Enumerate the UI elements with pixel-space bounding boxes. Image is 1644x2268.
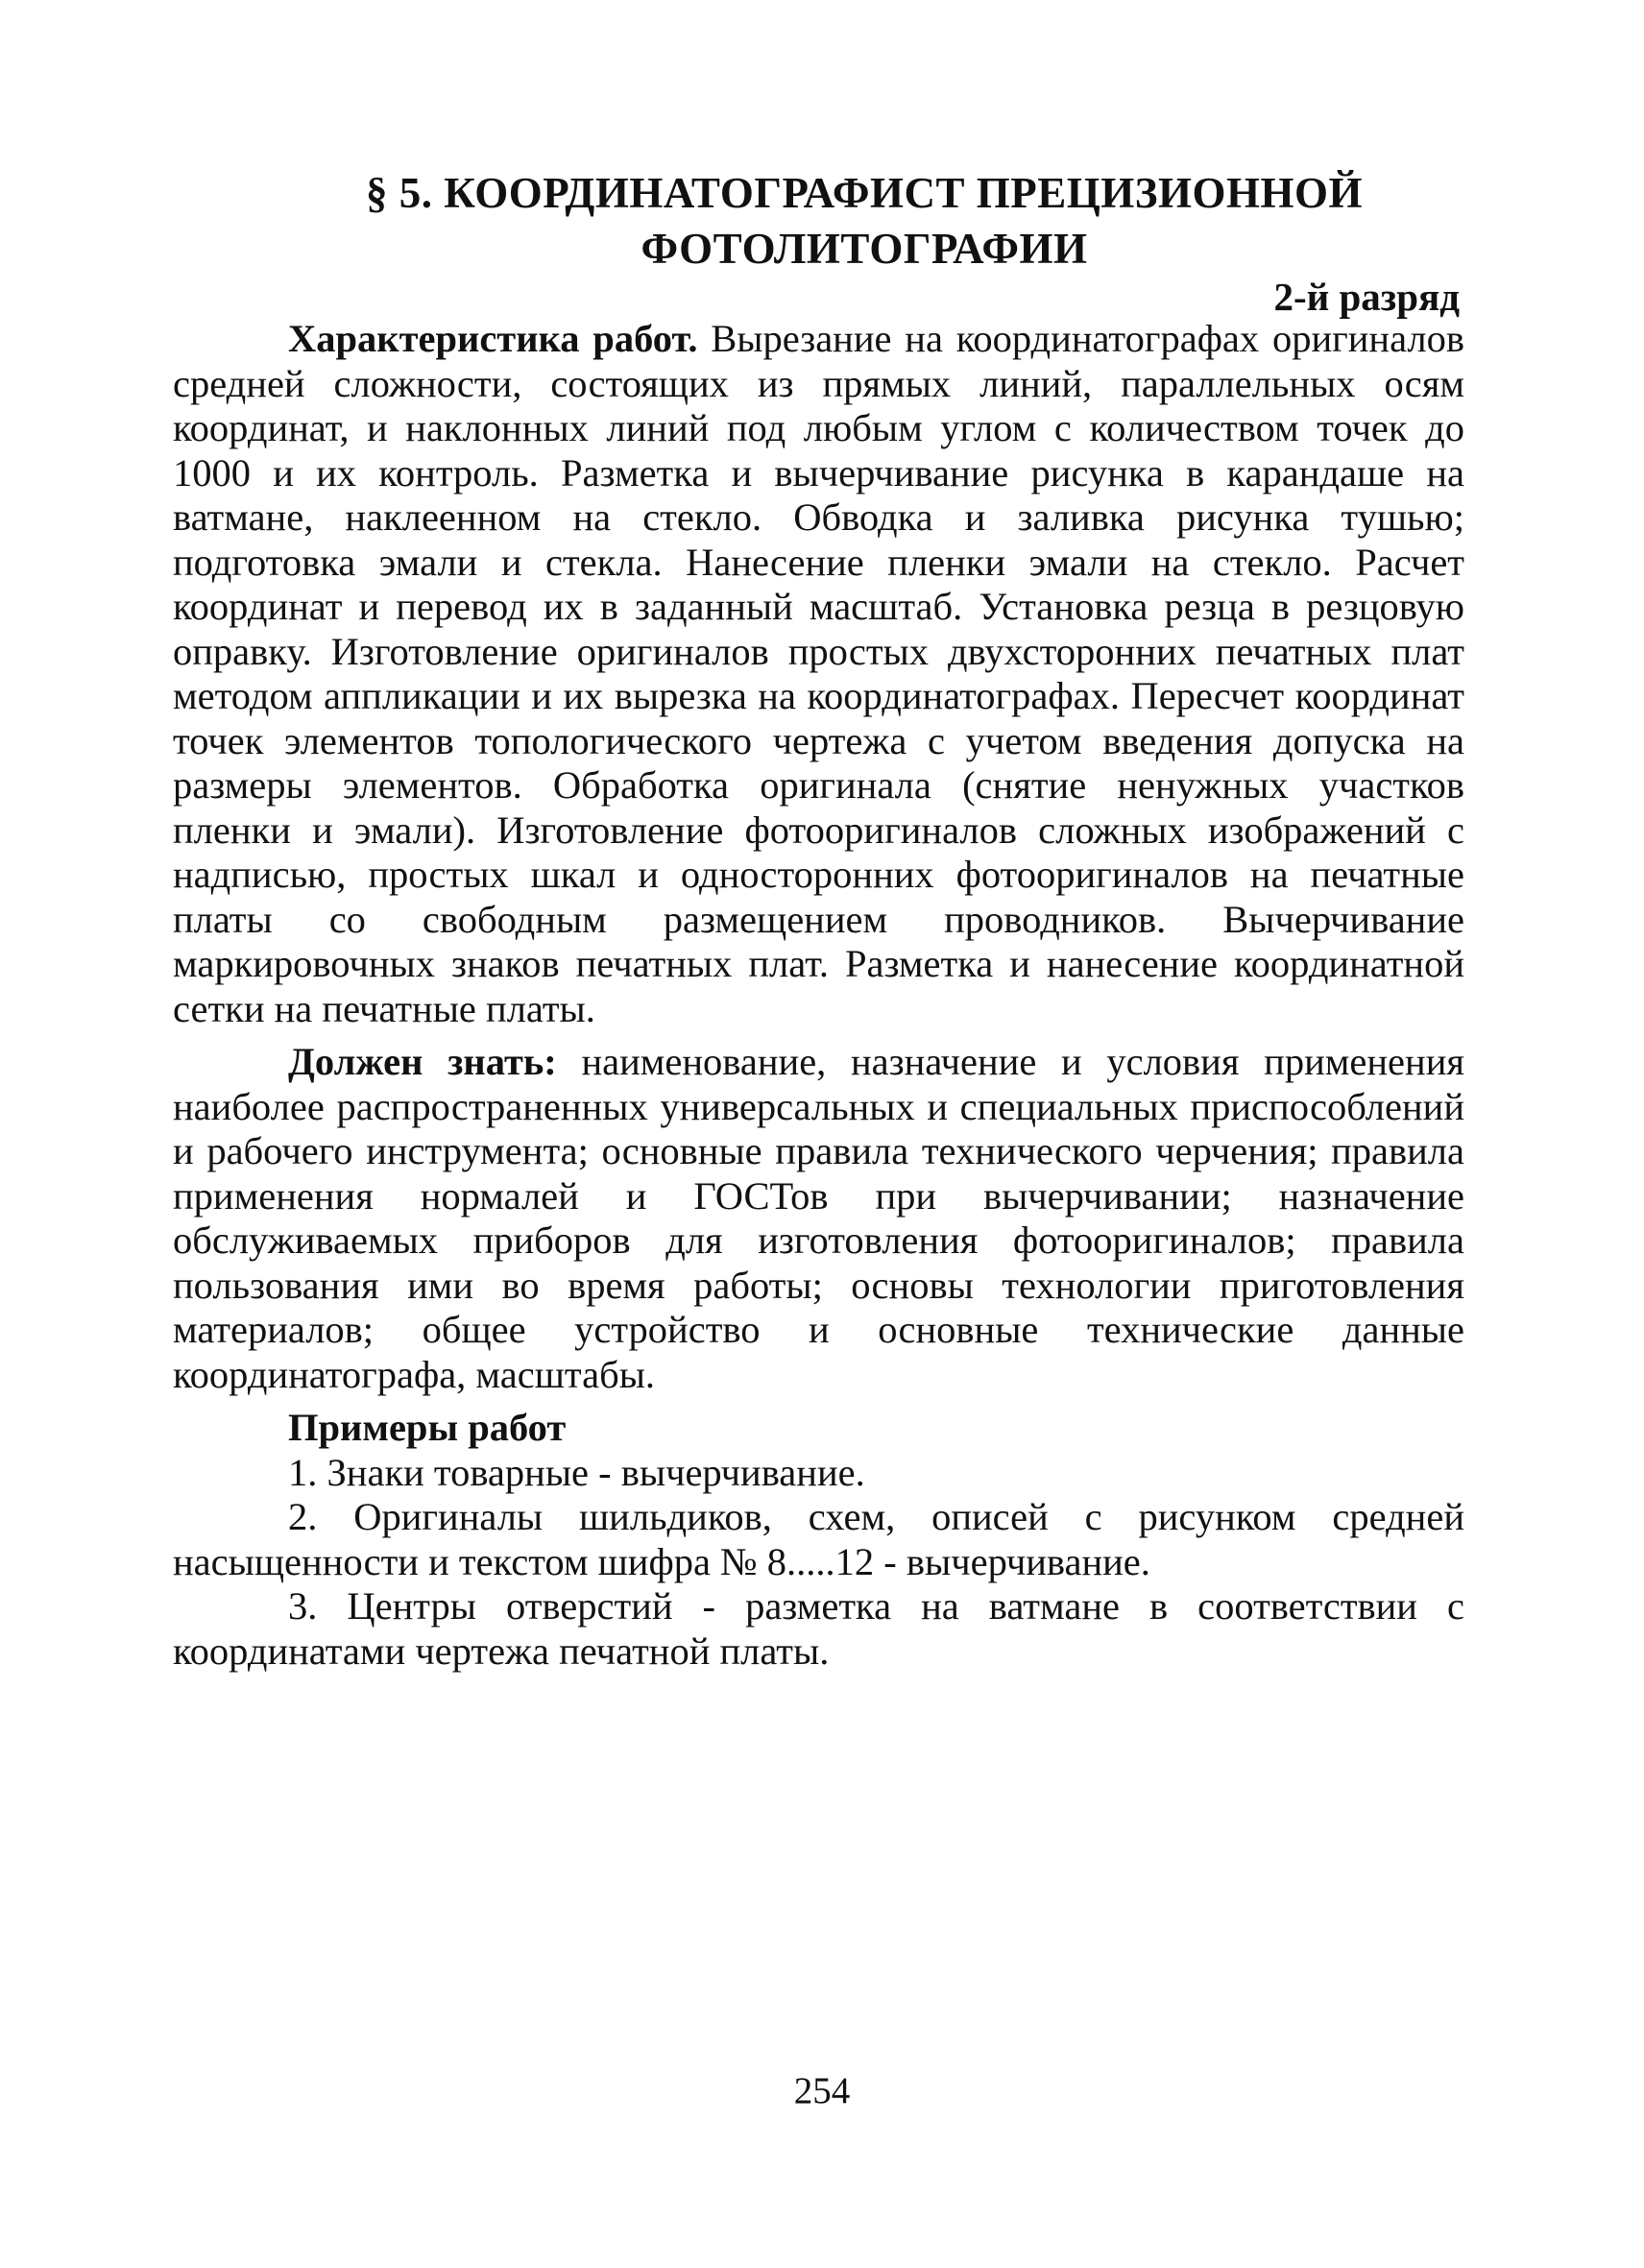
example-item-3: 3. Центры отверстий - разметка на ватмане в соответствии с координатами чертежа печатной платы. bbox=[173, 1584, 1464, 1673]
characteristics-text: Вырезание на координатографах оригиналов средней сложности, состоящих из прямых линий, параллельных осям координат, и наклонных линий под любым углом с количеством точек до 1000 и их контроль. Разметка и вычерчивание рисунка в карандаше на ватмане, наклеенном на стекло. Обводка и заливка рисунка тушью; подготовка эмали и стекла. Нанесение пленки эмали на стекло. Расчет координат и перевод их в заданный масштаб. Установка резца в резцовую оправку. Изготовление оригиналов простых двухсторонних печатных плат методом аппликации и их вырезка на координатографах. Пересчет координат точек элементов топологического чертежа с учетом введения допуска на размеры элементов. Обработка оригинала (снятие ненужных участков пленки и эмали). Изготовление фотооригиналов сложных изображений с надписью, простых шкал и односторонних фотооригиналов на печатные платы со свободным размещением проводников. Вычерчивание маркировочных знаков печатных плат. Разметка и нанесение координатной сетки на печатные платы. bbox=[173, 317, 1464, 1030]
knowledge-paragraph bbox=[173, 1040, 1464, 1397]
document-body bbox=[173, 317, 1464, 1674]
section-title-line-2: ФОТОЛИТОГРАФИИ bbox=[641, 225, 1088, 273]
examples-heading: Примеры работ bbox=[288, 1406, 567, 1449]
example-item-1: 1. Знаки товарные - вычерчивание. bbox=[288, 1450, 865, 1494]
grade-label: 2-й разряд bbox=[1273, 275, 1460, 319]
page-number: 254 bbox=[793, 2070, 851, 2111]
knowledge-lead: Должен знать: bbox=[288, 1040, 557, 1083]
section-title bbox=[317, 165, 1412, 277]
knowledge-text: наименование, назначение и условия применения наиболее распространенных универсальных и специальных приспособлений и рабочего инструмента; основные правила технического черчения; правила применения нормалей и ГОСТов при вычерчивании; назначение обслуживаемых приборов для изготовления фотооригиналов; правила пользования ими во время работы; основы технологии приготовления материалов; общее устройство и основные технические данные координатографа, масштабы. bbox=[173, 1040, 1464, 1396]
section-title-line-1: § 5. КООРДИНАТОГРАФИСТ ПРЕЦИЗИОННОЙ bbox=[365, 169, 1364, 217]
characteristics-lead: Характеристика работ. bbox=[288, 317, 698, 360]
characteristics-paragraph bbox=[173, 317, 1464, 1031]
example-item-2: 2. Оригиналы шильдиков, схем, описей с рисунком средней насыщенности и текстом шифра № 8.....12 - вычерчивание. bbox=[173, 1495, 1464, 1583]
